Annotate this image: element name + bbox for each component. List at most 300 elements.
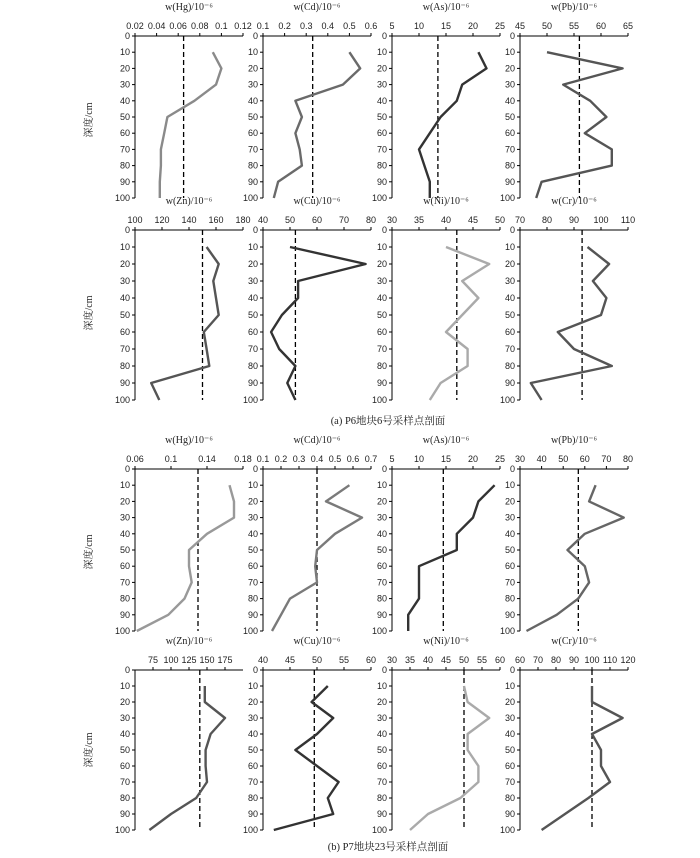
y-tick-label: 90: [119, 176, 130, 187]
y-tick-label: 40: [504, 293, 515, 303]
y-tick-label: 30: [247, 276, 258, 286]
y-tick-label: 30: [376, 79, 387, 90]
x-tick-label: 140: [181, 215, 197, 225]
chart-title: w(Cd)/10⁻⁶: [293, 2, 341, 13]
y-tick-label: 10: [376, 480, 387, 491]
y-tick-label: 100: [242, 193, 258, 203]
y-tick-label: 100: [499, 395, 515, 405]
y-tick-label: 60: [376, 561, 387, 572]
x-tick-label: 90: [568, 215, 580, 225]
x-tick-label: 0.1: [256, 454, 270, 464]
y-tick-label: 30: [376, 276, 387, 286]
y-tick-label: 50: [119, 112, 130, 122]
x-tick-label: 0.4: [321, 21, 335, 31]
x-tick-label: 35: [404, 655, 416, 665]
y-tick-label: 80: [119, 793, 130, 803]
y-tick-label: 10: [376, 47, 387, 58]
y-tick-label: 100: [371, 825, 387, 835]
x-tick-label: 80: [365, 215, 377, 225]
chart-b-cu: [243, 636, 376, 835]
y-tick-label: 0: [124, 225, 130, 235]
x-tick-label: 50: [494, 215, 506, 225]
x-tick-label: 60: [365, 655, 377, 665]
y-tick-label: 60: [119, 128, 130, 139]
series-line: [274, 52, 360, 198]
y-tick-label: 30: [376, 512, 387, 523]
y-tick-label: 70: [376, 577, 387, 588]
y-tick-label: 100: [371, 395, 387, 405]
y-tick-label: 60: [376, 128, 387, 139]
y-tick-label: 0: [509, 464, 515, 474]
x-tick-label: 50: [541, 21, 553, 31]
x-tick-label: 0.1: [256, 21, 270, 31]
y-tick-label: 10: [119, 480, 130, 491]
x-tick-label: 70: [532, 655, 544, 665]
y-tick-label: 60: [119, 327, 130, 337]
depth-axis-label-b1: 深度/cm: [84, 534, 95, 570]
chart-b-zn: [115, 636, 243, 835]
y-tick-label: 90: [247, 176, 258, 187]
y-tick-label: 0: [124, 464, 130, 474]
x-tick-label: 100: [163, 655, 179, 665]
y-tick-label: 20: [119, 259, 130, 269]
y-tick-label: 70: [376, 777, 387, 787]
y-tick-label: 80: [504, 793, 515, 803]
y-tick-label: 100: [499, 626, 515, 636]
y-tick-label: 70: [119, 344, 130, 354]
y-tick-label: 50: [504, 545, 515, 555]
x-tick-label: 35: [413, 215, 425, 225]
x-tick-label: 55: [568, 21, 580, 31]
y-tick-label: 20: [119, 697, 130, 707]
chart-title: w(Pb)/10⁻⁶: [551, 435, 597, 446]
x-tick-label: 0.06: [126, 454, 144, 464]
y-tick-label: 90: [504, 378, 515, 388]
y-tick-label: 60: [376, 761, 387, 771]
y-tick-label: 60: [376, 327, 387, 337]
y-tick-label: 40: [247, 293, 258, 303]
y-tick-label: 40: [247, 95, 258, 106]
y-tick-label: 0: [509, 665, 515, 675]
y-tick-label: 0: [509, 225, 515, 235]
y-tick-label: 10: [376, 681, 387, 691]
y-tick-label: 80: [119, 593, 130, 604]
x-tick-label: 0.2: [274, 454, 288, 464]
y-tick-label: 50: [119, 545, 130, 555]
x-tick-label: 70: [338, 215, 350, 225]
x-tick-label: 30: [386, 215, 398, 225]
y-tick-label: 80: [119, 361, 130, 371]
y-tick-label: 70: [247, 777, 258, 787]
y-tick-label: 50: [119, 310, 130, 320]
y-tick-label: 30: [504, 276, 515, 286]
y-tick-label: 10: [504, 480, 515, 491]
y-tick-label: 70: [376, 344, 387, 354]
y-tick-label: 0: [381, 665, 387, 675]
y-tick-label: 20: [504, 697, 515, 707]
y-tick-label: 70: [504, 144, 515, 155]
series-line: [430, 247, 489, 400]
y-tick-label: 60: [247, 128, 258, 139]
x-tick-label: 10: [413, 454, 425, 464]
y-tick-label: 0: [252, 225, 258, 235]
x-tick-label: 0.06: [169, 21, 187, 31]
y-tick-label: 60: [247, 761, 258, 771]
y-tick-label: 80: [247, 793, 258, 803]
x-tick-label: 60: [494, 655, 506, 665]
y-tick-label: 50: [504, 745, 515, 755]
x-tick-label: 90: [568, 655, 580, 665]
y-tick-label: 40: [119, 528, 130, 539]
y-tick-label: 10: [247, 681, 258, 691]
y-tick-label: 40: [376, 95, 387, 106]
x-tick-label: 50: [311, 655, 323, 665]
y-tick-label: 80: [504, 361, 515, 371]
chart-b-as: [372, 435, 505, 636]
series-line: [137, 485, 234, 631]
y-tick-label: 10: [376, 242, 387, 252]
y-tick-label: 50: [376, 310, 387, 320]
x-tick-label: 0.2: [278, 21, 291, 31]
y-tick-label: 20: [376, 697, 387, 707]
x-tick-label: 40: [536, 454, 547, 464]
chart-a-pb: [500, 2, 633, 203]
y-tick-label: 60: [504, 327, 515, 337]
caption-b: (b) P7地块23号采样点剖面: [327, 842, 449, 853]
y-tick-label: 30: [119, 713, 130, 723]
y-tick-label: 0: [124, 665, 130, 675]
y-tick-label: 0: [509, 31, 515, 41]
y-tick-label: 20: [119, 63, 130, 74]
y-tick-label: 70: [504, 577, 515, 588]
x-tick-label: 50: [284, 215, 296, 225]
y-tick-label: 40: [376, 729, 387, 739]
x-tick-label: 40: [257, 655, 269, 665]
x-tick-label: 0.6: [346, 454, 360, 464]
x-tick-label: 45: [514, 21, 526, 31]
x-tick-label: 0.5: [328, 454, 342, 464]
y-tick-label: 60: [119, 761, 130, 771]
y-tick-label: 0: [252, 464, 258, 474]
y-tick-label: 80: [504, 160, 515, 171]
y-tick-label: 40: [504, 95, 515, 106]
y-tick-label: 10: [504, 681, 515, 691]
y-tick-label: 30: [504, 713, 515, 723]
chart-a-cd: [243, 2, 377, 203]
y-tick-label: 90: [247, 609, 258, 620]
x-tick-label: 50: [458, 655, 470, 665]
chart-title: w(Cr)/10⁻⁶: [551, 636, 597, 647]
y-tick-label: 80: [376, 793, 387, 803]
x-tick-label: 100: [127, 215, 143, 225]
y-tick-label: 50: [504, 112, 515, 122]
x-tick-label: 0.1: [215, 21, 228, 31]
series-line: [151, 247, 219, 400]
series-line: [410, 686, 489, 830]
y-tick-label: 50: [119, 745, 130, 755]
y-tick-label: 80: [376, 361, 387, 371]
x-tick-label: 50: [558, 454, 569, 464]
x-tick-label: 45: [467, 215, 479, 225]
y-tick-label: 10: [504, 242, 515, 252]
chart-title: w(Cu)/10⁻⁶: [293, 636, 341, 647]
caption-a: (a) P6地块6号采样点剖面: [330, 416, 446, 427]
y-tick-label: 100: [242, 395, 258, 405]
x-tick-label: 70: [514, 215, 526, 225]
x-tick-label: 0.02: [126, 21, 144, 31]
y-tick-label: 80: [376, 593, 387, 604]
x-tick-label: 0.5: [343, 21, 356, 31]
y-tick-label: 0: [252, 665, 258, 675]
y-tick-label: 10: [247, 242, 258, 252]
y-tick-label: 50: [376, 745, 387, 755]
y-tick-label: 100: [114, 626, 130, 636]
chart-a-as: [372, 2, 505, 203]
y-tick-label: 10: [119, 681, 130, 691]
x-tick-label: 60: [514, 655, 526, 665]
series-line: [274, 686, 339, 830]
y-tick-label: 20: [247, 697, 258, 707]
depth-axis-label-b2: 深度/cm: [84, 732, 95, 768]
y-tick-label: 20: [504, 259, 515, 269]
chart-title: w(Hg)/10⁻⁶: [165, 435, 213, 446]
y-tick-label: 30: [247, 512, 258, 523]
x-tick-label: 5: [389, 454, 395, 464]
x-tick-label: 120: [154, 215, 170, 225]
chart-b-pb: [500, 435, 633, 636]
y-tick-label: 80: [504, 593, 515, 604]
series-line: [531, 247, 612, 400]
x-tick-label: 30: [514, 454, 526, 464]
y-tick-label: 90: [119, 378, 130, 388]
y-tick-label: 80: [247, 160, 258, 171]
x-tick-label: 110: [620, 215, 636, 225]
x-tick-label: 40: [257, 215, 269, 225]
x-tick-label: 60: [311, 215, 323, 225]
chart-b-ni: [372, 636, 505, 835]
series-line: [408, 485, 494, 631]
chart-title: w(Zn)/10⁻⁶: [165, 196, 213, 207]
x-tick-label: 20: [467, 454, 479, 464]
y-tick-label: 10: [504, 47, 515, 58]
y-tick-label: 10: [119, 47, 130, 58]
x-tick-label: 15: [440, 21, 452, 31]
y-tick-label: 20: [504, 63, 515, 74]
y-tick-label: 40: [119, 293, 130, 303]
x-tick-label: 125: [181, 655, 197, 665]
x-tick-label: 70: [601, 454, 612, 464]
x-tick-label: 40: [422, 655, 434, 665]
y-tick-label: 10: [119, 242, 130, 252]
y-tick-label: 100: [371, 626, 387, 636]
y-tick-label: 60: [504, 761, 515, 771]
chart-a-cr: [500, 196, 635, 405]
y-tick-label: 80: [247, 361, 258, 371]
y-tick-label: 30: [247, 713, 258, 723]
x-tick-label: 5: [389, 21, 395, 31]
y-tick-label: 50: [376, 545, 387, 555]
x-tick-label: 80: [550, 655, 562, 665]
x-tick-label: 20: [467, 21, 479, 31]
x-tick-label: 10: [413, 21, 425, 31]
x-tick-label: 25: [494, 21, 506, 31]
chart-title: w(Cr)/10⁻⁶: [551, 196, 597, 207]
x-tick-label: 45: [284, 655, 296, 665]
y-tick-label: 50: [376, 112, 387, 122]
y-tick-label: 90: [376, 609, 387, 620]
y-tick-label: 0: [381, 31, 387, 41]
y-tick-label: 80: [247, 593, 258, 604]
x-tick-label: 40: [440, 215, 452, 225]
x-tick-label: 110: [602, 655, 618, 665]
y-tick-label: 100: [499, 825, 515, 835]
x-tick-label: 0.18: [234, 454, 252, 464]
series-line: [160, 52, 222, 198]
y-tick-label: 80: [376, 160, 387, 171]
x-tick-label: 100: [584, 655, 600, 665]
y-tick-label: 90: [376, 809, 387, 819]
depth-axis-label-a2: 深度/cm: [84, 295, 95, 331]
series-line: [419, 52, 487, 198]
chart-title: w(Ni)/10⁻⁶: [423, 636, 469, 647]
y-tick-label: 100: [114, 395, 130, 405]
x-tick-label: 175: [217, 655, 233, 665]
x-tick-label: 75: [147, 655, 159, 665]
y-tick-label: 20: [247, 496, 258, 507]
y-tick-label: 50: [247, 545, 258, 555]
x-tick-label: 80: [541, 215, 553, 225]
chart-title: w(Pb)/10⁻⁶: [551, 2, 597, 13]
y-tick-label: 100: [499, 193, 515, 203]
y-tick-label: 70: [247, 144, 258, 155]
y-tick-label: 0: [124, 31, 130, 41]
y-tick-label: 30: [504, 512, 515, 523]
y-tick-label: 50: [247, 745, 258, 755]
chart-title: w(Ni)/10⁻⁶: [423, 196, 469, 207]
y-tick-label: 0: [381, 225, 387, 235]
x-tick-label: 120: [620, 655, 636, 665]
y-tick-label: 10: [247, 47, 258, 58]
y-tick-label: 40: [119, 95, 130, 106]
y-tick-label: 50: [247, 310, 258, 320]
chart-b-cd: [243, 435, 377, 636]
y-tick-label: 90: [504, 809, 515, 819]
series-line: [271, 247, 366, 400]
y-tick-label: 70: [119, 777, 130, 787]
y-tick-label: 40: [376, 528, 387, 539]
x-tick-label: 55: [476, 655, 488, 665]
y-tick-label: 20: [504, 496, 515, 507]
y-tick-label: 70: [504, 777, 515, 787]
y-tick-label: 60: [504, 128, 515, 139]
y-tick-label: 70: [247, 344, 258, 354]
y-tick-label: 90: [504, 609, 515, 620]
chart-title: w(Cu)/10⁻⁶: [293, 196, 341, 207]
chart-b-cr: [500, 636, 636, 835]
chart-title: w(As)/10⁻⁶: [422, 435, 470, 446]
x-tick-label: 150: [199, 655, 215, 665]
y-tick-label: 20: [376, 496, 387, 507]
x-tick-label: 65: [622, 21, 634, 31]
y-tick-label: 50: [247, 112, 258, 122]
y-tick-label: 60: [247, 327, 258, 337]
y-tick-label: 0: [252, 31, 258, 41]
y-tick-label: 80: [119, 160, 130, 171]
y-tick-label: 90: [119, 809, 130, 819]
y-tick-label: 40: [247, 729, 258, 739]
y-tick-label: 20: [247, 63, 258, 74]
x-tick-label: 0.12: [234, 21, 252, 31]
y-tick-label: 30: [504, 79, 515, 90]
y-tick-label: 50: [504, 310, 515, 320]
y-tick-label: 70: [247, 577, 258, 588]
x-tick-label: 25: [494, 454, 506, 464]
chart-a-zn: [115, 196, 251, 405]
y-tick-label: 20: [247, 259, 258, 269]
y-tick-label: 70: [119, 144, 130, 155]
y-tick-label: 30: [119, 79, 130, 90]
y-tick-label: 100: [242, 626, 258, 636]
x-tick-label: 0.3: [292, 454, 306, 464]
y-tick-label: 0: [381, 464, 387, 474]
x-tick-label: 30: [386, 655, 398, 665]
y-tick-label: 60: [247, 561, 258, 572]
y-tick-label: 60: [504, 561, 515, 572]
x-tick-label: 0.08: [191, 21, 209, 31]
chart-title: w(Hg)/10⁻⁶: [165, 2, 213, 13]
y-tick-label: 100: [242, 825, 258, 835]
y-tick-label: 20: [376, 63, 387, 74]
chart-b-hg: [115, 435, 252, 636]
y-tick-label: 90: [247, 809, 258, 819]
chart-a-ni: [372, 196, 505, 405]
x-tick-label: 0.04: [147, 21, 166, 31]
y-tick-label: 20: [376, 259, 387, 269]
depth-axis-label-a1: 深度/cm: [84, 102, 95, 138]
x-tick-label: 0.6: [364, 21, 378, 31]
x-tick-label: 55: [338, 655, 350, 665]
series-line: [149, 686, 225, 830]
y-tick-label: 90: [376, 378, 387, 388]
y-tick-label: 40: [376, 293, 387, 303]
x-tick-label: 100: [593, 215, 609, 225]
y-tick-label: 90: [504, 176, 515, 187]
y-tick-label: 30: [119, 512, 130, 523]
y-tick-label: 90: [119, 609, 130, 620]
x-tick-label: 0.1: [164, 454, 178, 464]
y-tick-label: 60: [119, 561, 130, 572]
y-tick-label: 70: [376, 144, 387, 155]
chart-title: w(Zn)/10⁻⁶: [165, 636, 213, 647]
y-tick-label: 40: [247, 528, 258, 539]
y-tick-label: 100: [114, 193, 130, 203]
x-tick-label: 60: [595, 21, 607, 31]
y-tick-label: 10: [247, 480, 258, 491]
x-tick-label: 15: [440, 454, 452, 464]
x-tick-label: 0.14: [198, 454, 216, 464]
y-tick-label: 40: [504, 528, 515, 539]
y-tick-label: 40: [119, 729, 130, 739]
chart-a-hg: [115, 2, 252, 203]
x-tick-label: 80: [622, 454, 634, 464]
x-tick-label: 60: [579, 454, 590, 464]
y-tick-label: 30: [119, 276, 130, 286]
y-tick-label: 20: [119, 496, 130, 507]
x-tick-label: 0.3: [299, 21, 313, 31]
series-line: [542, 686, 623, 830]
y-tick-label: 30: [376, 713, 387, 723]
series-line: [527, 485, 624, 631]
